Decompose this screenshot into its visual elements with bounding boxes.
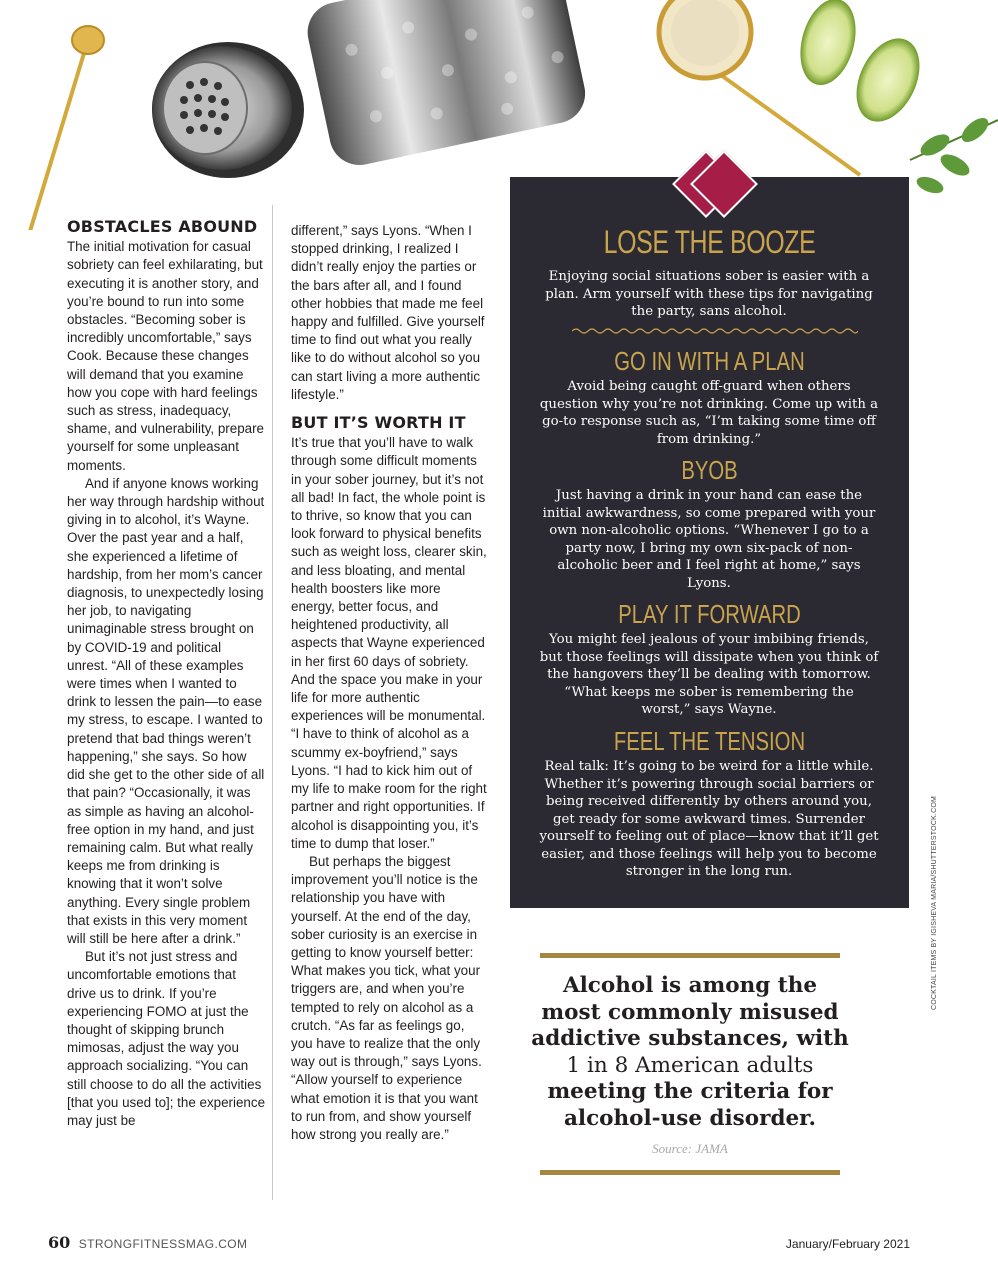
tip-title: FEEL THE TENSION (613, 726, 806, 756)
footer-left (48, 1233, 247, 1253)
tip-text: Just having a drink in your hand can ease the initial awkwardness, so come prepared with your own non-alcoholic options. “Whenever I go to a party now, I bring my own six-pack of non-alcoholic beer and I feel right at home,” says Lyons. (542, 488, 876, 591)
tip-text: You might feel jealous of your imbibing friends, but those feelings will dissipate when you think of the hangovers they’ll be dealing with tomorrow. “What keeps me sober is remembering the worst,” says Wayne. (539, 632, 879, 717)
pull-quote-stat: 1 in 8 American adults (566, 1052, 814, 1078)
tip-title: BYOB (681, 455, 738, 485)
mint-leaves (910, 114, 998, 197)
tip-text: Avoid being caught off-guard when others question why you’re not drinking. Come up with a go-to response such as, “I’m taking some time off from drinking.” (539, 379, 879, 447)
article-column-2 (291, 222, 487, 1144)
tip-title: GO IN WITH A PLAN (614, 346, 805, 376)
paragraph: The initial motivation for casual sobriety can feel exhilarating, but executing it is another story, and you’re bound to run into some obstacles. “Becoming sober is incredibly uncomfortable,” says Cook. Because these changes will demand that you examine how you cope with hard feelings such as stress, inadequacy, shame, and vulnerability, prepare yourself for some unpleasant moments. (67, 239, 265, 473)
sidebar-intro: Enjoying social situations sober is easier with a plan. Arm yourself with these tips for navigating the party, sans alcohol. (545, 269, 873, 319)
section-heading-obstacles: OBSTACLES ABOUND (67, 217, 258, 236)
lime-slices (791, 0, 931, 132)
paragraph: It’s true that you’ll have to walk through some difficult moments in your sober journey, but it’s not all bad! In fact, the whole point is to thrive, so know that you can look forward to physical benefits such as weight loss, clearer skin, and less bloating, and mental health boosters like more energy, better focus, and heightened productivity, all aspects that Wayne experienced in her first 60 days of sobriety. And the space you make in your life for more authentic experiences will be monumental. “I have to think of alcohol as a scummy ex-boyfriend,” says Lyons. “I had to kick him out of my life to make room for the right partner and right opportunities. If alcohol is disappointing you, it’s time to dump that loser.” (291, 435, 487, 851)
issue-date: January/February 2021 (785, 1237, 910, 1251)
pull-quote-rule-bottom (540, 1170, 840, 1175)
shaker-strainer (152, 42, 304, 178)
section-heading-worth-it: BUT IT’S WORTH IT (291, 413, 466, 433)
column-divider (272, 205, 273, 1200)
article-column-1 (67, 218, 265, 1130)
tip-text: Real talk: It’s going to be weird for a little while. Whether it’s powering through social barriers or being received differently by others around you, get ready for some awkward times. Surrender yourself to feeling out of place—know that it’ll get easier, and those feelings will help you to become stronger in the long run. (539, 759, 879, 879)
tip-title: PLAY IT FORWARD (618, 599, 801, 629)
pull-quote-source: Source: JAMA (652, 1141, 728, 1156)
paragraph: But it’s not just stress and uncomfortable emotions that drive us to drink. If you’re experiencing FOMO at just the thought of skipping brunch mimosas, adjust the way you approach socializing. “You can still choose to do all the activities [that you used to]; the experience may just be (67, 949, 266, 1128)
pull-quote-text: Alcohol is among the most commonly misused addictive substances, with (531, 973, 849, 1051)
bar-spoon (0, 26, 104, 230)
sidebar-title: LOSE THE BOOZE (603, 224, 816, 260)
paragraph: But perhaps the biggest improvement you’ll notice is the relationship you have with yourself. At the end of the day, sober curiosity is an exercise in getting to know yourself better: What makes you tick, what your triggers are, and when you’re tempted to rely on alcohol as a crutch. “As far as feelings go, you have to realize that the only way out is through,” says Lyons. “Allow yourself to experience what emotion it is that you want to run from, and show yourself how strong you really are.” (291, 853, 482, 1142)
cocktail-shaker (302, 0, 591, 171)
paragraph: And if anyone knows working her way through hardship without giving in to alcohol, it’s Wayne. Over the past year and a half, she experienced a lifetime of hardship, from her mom’s cancer diagnosis, to unexpectedly losing her job, to navigating unimaginable stress brought on by COVID-19 and political unrest. “All of these examples were times when I wanted to drink to lessen the pain—to ease my stress, to escape. I wanted to pretend that bad things weren’t happening,” she says. So how did she get to the other side of all that pain? “Occasionally, it was as simple as having an alcohol-free option in my hand, and just remaining calm. But what really keeps me from drinking is knowing that it won’t solve anything. Every single problem that exists in this very moment will still be here after a drink.” (67, 475, 265, 946)
pull-quote-rule-top (540, 953, 840, 958)
page-number: 60 (48, 1233, 71, 1252)
site-url: STRONGFITNESSMAG.COM (78, 1237, 248, 1251)
pull-quote-text: meeting the criteria for alcohol-use disorder. (547, 1079, 833, 1131)
pull-quote (530, 973, 850, 1132)
wavy-divider (572, 326, 858, 336)
photo-credit: COCKTAIL ITEMS BY IGISHEVA MARIA/SHUTTERSTOCK.COM (931, 796, 938, 1010)
paragraph: different,” says Lyons. “When I stopped drinking, I realized I didn’t really enjoy the parties or the bars after all, and I found other hobbies that made me feel happy and fulfilled. Give yourself time to find out what you really like to do without alcohol so you can start living a more authentic lifestyle.” (291, 223, 485, 402)
